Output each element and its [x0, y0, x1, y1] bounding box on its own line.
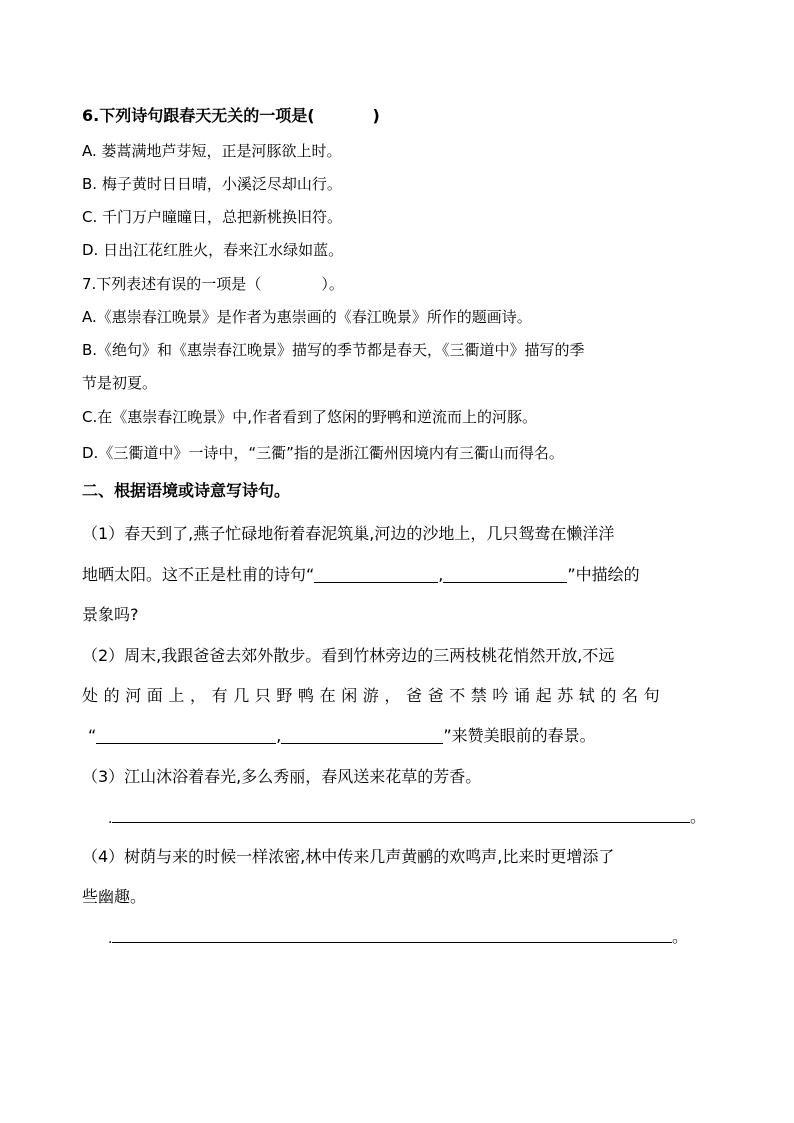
item1-blank-1[interactable] [314, 566, 438, 583]
item2-text-a: “ [88, 726, 97, 745]
item3-end-mark: 。 [690, 807, 707, 826]
item3-answer-line[interactable] [112, 822, 690, 823]
item1-line1: （1）春天到了,燕子忙碌地衔着春泥筑巢,河边的沙地上，几只鸳鸯在懒洋洋 [82, 524, 615, 543]
q7-option-b-line2: 节是初夏。 [82, 374, 158, 392]
q6-close: ) [372, 106, 380, 125]
item1-line2 [82, 564, 640, 586]
q7-option-c: C.在《惠崇春江晚景》中,作者看到了悠闲的野鸭和逆流而上的河豚。 [82, 408, 538, 426]
q7-stem: 7.下列表述有误的一项是（ [82, 275, 262, 293]
q6-option-a: A. 蒌蒿满地芦芽短，正是河豚欲上时。 [82, 142, 342, 160]
item1-text-a: 地晒太阳。这不正是杜甫的诗句“ [82, 565, 315, 584]
q6-option-b: B. 梅子黄时日日晴，小溪泛尽却山行。 [82, 175, 342, 193]
item4-line1: （4）树荫与来的时候一样浓密,林中传来几声黄鹂的欢鸣声,比来时更增添了 [82, 847, 615, 866]
item3-start-mark: . [108, 811, 113, 827]
item2-sep: , [276, 726, 282, 745]
item4-end-mark: 。 [672, 927, 689, 946]
item1-blank-2[interactable] [443, 566, 567, 583]
item4-start-mark: . [108, 931, 113, 947]
item3-line1: （3）江山沐浴着春光,多么秀丽，春风送来花草的芳香。 [82, 767, 482, 786]
q7-option-b-line1: B.《绝句》和《惠崇春江晚景》描写的季节都是春天，《三衢道中》描写的季 [82, 341, 585, 359]
q6-stem-line [82, 105, 380, 127]
item2-line2: 处的河面上，有几只野鸭在闲游，爸爸不禁吟诵起苏轼的名句 [82, 686, 666, 705]
item2-line3 [88, 725, 596, 747]
item2-blank-2[interactable] [281, 727, 443, 744]
item1-sep: , [438, 565, 444, 584]
item1-line3: 景象吗? [82, 605, 139, 624]
q7-option-d: D.《三衢道中》一诗中，“三衢”指的是浙江衢州因境内有三衢山而得名。 [82, 444, 564, 462]
q6-option-d: D. 日出江花红胜火，春来江水绿如蓝。 [82, 241, 344, 259]
item2-blank-1[interactable] [96, 727, 276, 744]
item4-line2: 些幽趣。 [82, 887, 147, 906]
item4-answer-line[interactable] [112, 942, 672, 943]
q6-stem: 6.下列诗句跟春天无关的一项是( [82, 106, 315, 125]
item2-line1: （2）周末,我跟爸爸去郊外散步。看到竹林旁边的三两枝桃花悄然开放,不远 [82, 646, 615, 665]
q7-stem-line [82, 273, 344, 295]
q7-close: ）。 [321, 275, 344, 293]
item2-text-b: ”来赞美眼前的春景。 [443, 726, 596, 745]
q6-option-c: C. 千门万户曈曈日，总把新桃换旧符。 [82, 208, 343, 226]
section2-title: 二、根据语境或诗意写诗句。 [82, 481, 291, 500]
item1-text-b: ”中描绘的 [567, 565, 640, 584]
q7-option-a: A.《惠崇春江晚景》是作者为惠崇画的《春江晚景》所作的题画诗。 [82, 308, 532, 326]
